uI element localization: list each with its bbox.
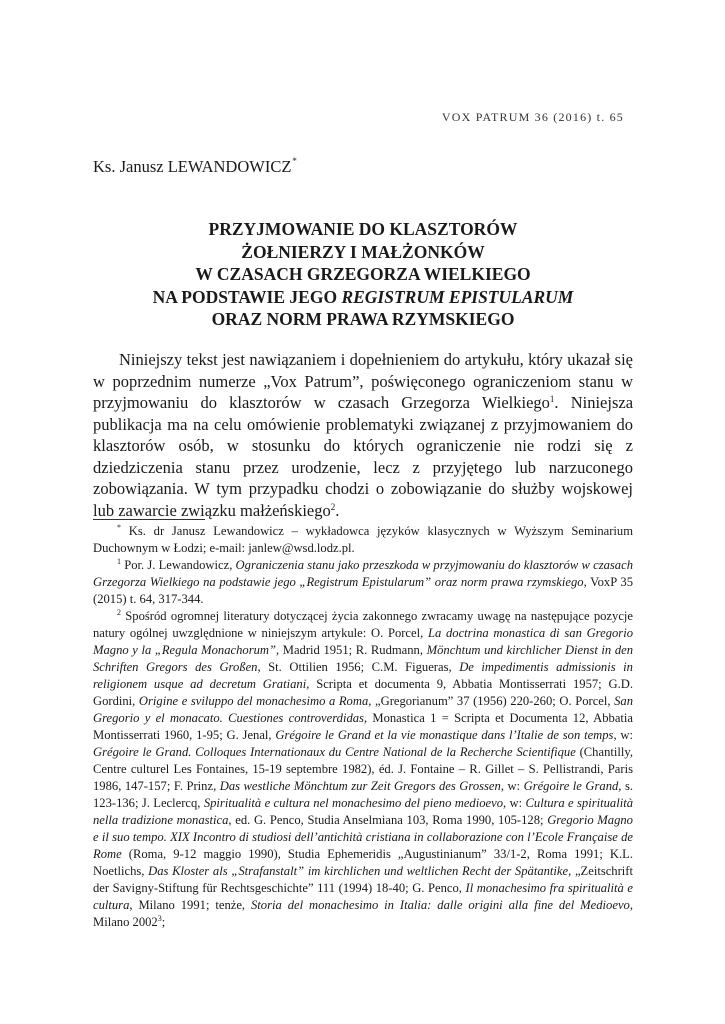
footnote-text: , Milano 2002 <box>93 898 633 929</box>
title-line-3: W CZASACH GRZEGORZA WIELKIEGO <box>195 264 531 284</box>
footnote-text: Ks. dr Janusz Lewandowicz – wykładowca języków klasycznych w Wyższym Seminarium Duchownym w Łodzi; e-mail: janlew@wsd.lodz.pl. <box>93 524 633 555</box>
footnote-italic: Das westliche Mönchtum zur Zeit Gregors des Grossen <box>219 779 501 793</box>
footnote-text: , Scripta et documenta 9, Abbatia Montisserrati 1957; G.D. Gordini, <box>93 677 634 708</box>
footnote-2 <box>93 608 633 931</box>
footnote-star <box>93 523 633 557</box>
body-paragraph <box>93 349 633 521</box>
title-line-4-text: NA PODSTAWIE JEGO <box>152 286 342 307</box>
footnote-mark: 1 <box>117 557 121 566</box>
footnote-italic: De impedimentis admissionis in religionem usque ad decretum Gratiani <box>93 660 633 691</box>
footnote-text: Spośród ogromnej literatury dotyczącej życia zakonnego zwracamy uwagę na następujące pozycje natury ogólnej uwzględnione w niniejszym artykule: O. Porcel, <box>93 609 633 640</box>
footnote-italic: Spiritualità e cultura nel monachesimo del pieno medioevo <box>203 796 504 810</box>
footnote-text: , w: <box>500 779 524 793</box>
body-text <box>93 349 633 521</box>
body-text-run: . <box>335 500 340 520</box>
footnote-text: Por. J. Lewandowicz, <box>121 558 236 572</box>
footnote-separator <box>93 519 205 520</box>
footnote-ref-3[interactable]: 3 <box>157 914 162 923</box>
footnote-italic: Das Kloster als „Strafanstalt” im kirchlichen und weltlichen Recht der Spätantike <box>148 864 569 878</box>
author-name: Ks. Janusz LEWANDOWICZ <box>93 157 292 176</box>
footnote-ref-2[interactable]: 2 <box>330 501 336 512</box>
footnote-text: ; <box>161 915 166 929</box>
footnote-text: , w: <box>503 796 526 810</box>
footnote-text: , Madrid 1951; R. Rudmann, <box>276 643 427 657</box>
footnote-italic: Gregorio Magno e il suo tempo. XIX Incontro di studiosi dell’antichità cristiana in collaborazione con l’Ecole Française de Rome <box>93 813 633 861</box>
footnote-italic: Cultura e spiritualità nella tradizione monastica <box>93 796 633 827</box>
footnote-mark: * <box>117 523 121 532</box>
footnote-italic: Storia del monachesimo in Italia: dalle origini alla fine del Medioevo <box>250 898 630 912</box>
footnote-italic: Grégoire le Grand et la vie monastique dans l’Italie de son temps <box>275 728 614 742</box>
title-line-5: ORAZ NORM PRAWA RZYMSKIEGO <box>211 309 515 329</box>
footnote-text: , „Gregorianum” 37 (1956) 220-260; O. Porcel, <box>368 694 615 708</box>
footnote-text: (Roma, 9-12 maggio 1990), Studia Ephemeridis „Augustinianum” 33/1-2, Roma 1991; K.L. Noetlichs, <box>93 847 633 878</box>
footnote-mark: 2 <box>117 608 121 617</box>
title-line-4 <box>93 286 633 309</box>
running-header: VOX PATRUM 36 (2016) t. 65 <box>441 110 624 124</box>
footnote-text: , „Zeitschrift der Savigny-Stiftung für Rechtsgeschichte” 111 (1994) 18-40; G. Penco, <box>93 864 633 895</box>
footnote-text: , w: <box>613 728 634 742</box>
footnote-italic: San Gregorio y el monacato. Cuestiones controverdidas <box>93 694 633 725</box>
footnote-ref-1[interactable]: 1 <box>549 394 555 404</box>
footnote-text: (Chantilly, Centre culturel Les Fontaines, 15-19 septembre 1982), éd. J. Fontaine – R. Gillet – S. Pellistrandi, Paris 1986, 147-157; F. Prinz, <box>93 745 633 793</box>
title-line-1: PRZYJMOWANIE DO KLASZTORÓW <box>208 219 518 239</box>
title-line-4-italic: REGISTRUM EPISTULARUM <box>341 286 574 307</box>
footnote-italic: Origine e sviluppo del monachesimo a Roma <box>138 694 369 708</box>
footnote-text: , Monastica 1 = Scripta et Documenta 12, Abbatia Montisserrati 1960, 1-95; G. Jenal, <box>93 711 634 742</box>
footnote-italic: Ograniczenia stanu jako przeszkoda w przyjmowaniu do klasztorów w czasach Grzegorza Wielkiego na podstawie jego „Registrum Epistularum” oraz norm prawa rzymskiego <box>93 558 633 589</box>
footnote-text: , ed. G. Penco, Studia Anselmiana 103, Roma 1990, 105-128; <box>228 813 548 827</box>
footnote-italic: Grégoire le Grand. Colloques Internationaux du Centre National de la Recherche Scientifique <box>93 745 576 759</box>
footnote-1 <box>93 557 633 608</box>
footnote-italic: Grégoire le Grand <box>523 779 619 793</box>
body-text-run: . Niniejsza publikacja ma na celu omówienie problematyki związanej z przyjmowaniem do klasztorów osób, w stosunku do których ograniczenie nie rodzi się z dziedziczenia stanu przez urodzenie, lecz z przyjętego lub narzuconego zobowiązania. W tym przypadku chodzi o zobowiązanie do służby wojskowej lub zawarcie związku małżeńskiego <box>93 393 634 520</box>
footnotes <box>93 523 633 931</box>
body-text-run: Niniejszy tekst jest nawiązaniem i dopełnieniem do artykułu, który ukazał się w poprzednim numerze „Vox Patrum”, poświęconego ograniczeniom stanu w przyjmowaniu do klasztorów w czasach Grzegorza Wielkiego <box>93 350 633 412</box>
footnote-text: , VoxP 35 (2015) t. 64, 317-344. <box>93 575 633 606</box>
footnote-text: , s. 123-136; J. Leclercq, <box>93 779 634 810</box>
title-line-2: ŻOŁNIERZY I MAŁŻONKÓW <box>241 241 485 262</box>
article-title <box>93 218 633 331</box>
footnote-italic: Mönchtum und kirchlicher Dienst in den Schriften Gregors des Großen <box>93 643 634 674</box>
footnote-text: , St. Ottilien 1956; C.M. Figueras, <box>257 660 460 674</box>
footnote-italic: La doctrina monastica di san Gregorio Magno y la „Regula Monachorum” <box>93 626 633 657</box>
footnote-italic: Il monachesimo fra spiritualità e cultura <box>93 881 633 912</box>
author-footnote-mark[interactable]: * <box>292 156 297 166</box>
author-line <box>93 157 297 177</box>
footnote-text: , Milano 1991; tenże, <box>129 898 251 912</box>
